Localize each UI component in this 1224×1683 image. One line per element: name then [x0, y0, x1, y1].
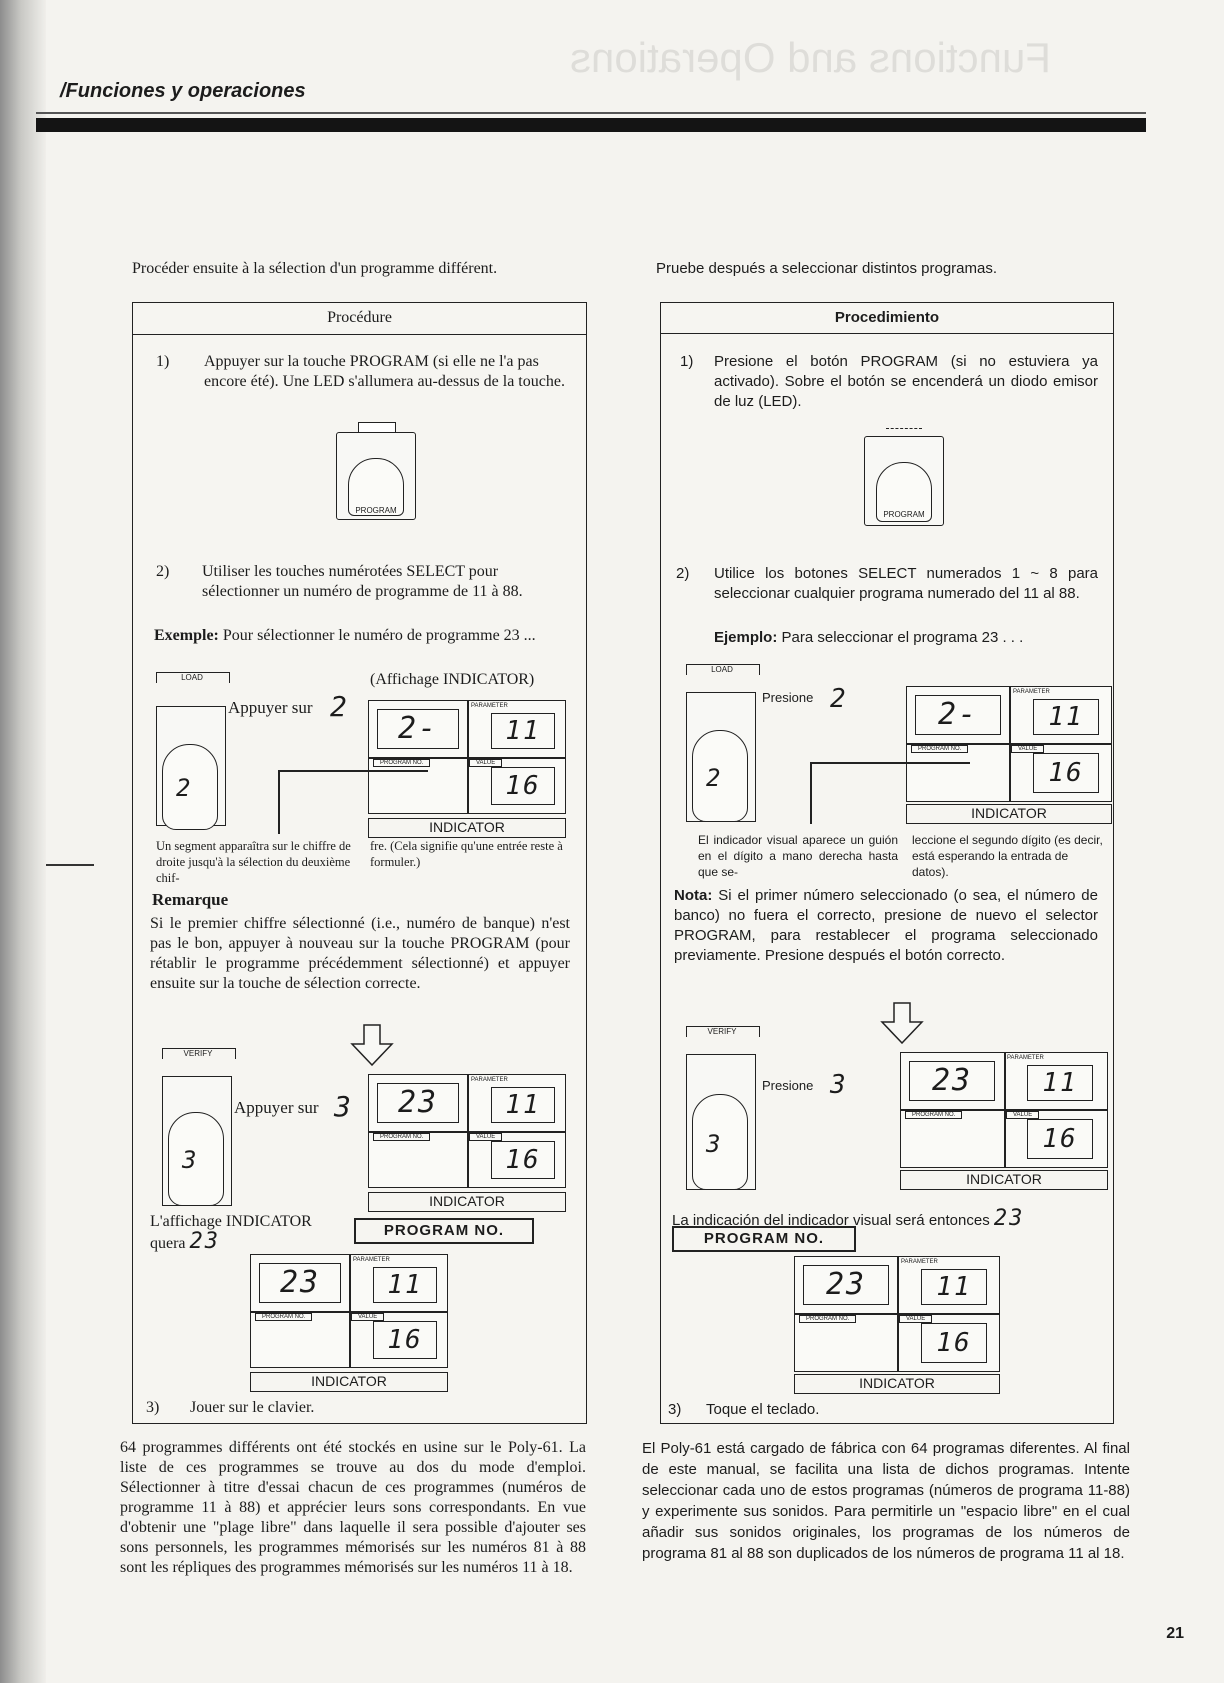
- fr-remark: Si le premier chiffre sélectionné (i.e., numéro de banque) n'est pas le bon, appuyer à nouveau sur la touche PROGRAM (pour rétablir le programme précédemment sélectionné) et appuyer ensuite sur la touche de sélection correcte.: [150, 915, 570, 992]
- value-display: 16: [1033, 753, 1099, 793]
- fr-intro: Procéder ensuite à la sélection d'un programme différent.: [132, 260, 498, 277]
- connector-line: [278, 770, 428, 772]
- parameter-display: 11: [491, 1087, 555, 1123]
- es-nota-text: Si el primer número seleccionado (o sea, el número de banco) no fuera el correcto, presione de nuevo el selector PROGRAM, para restablecer el programa seleccionado previamente. Presione después el botón correcto.: [674, 887, 1098, 964]
- value-label: VALUE: [1011, 745, 1044, 753]
- parameter-display: 11: [921, 1269, 987, 1305]
- es-indicator-panel-1: [906, 686, 1112, 802]
- header-rule-thin: [36, 112, 1146, 114]
- fr-step1: Appuyer sur la touche PROGRAM (si elle ne l'a pas encore été). Une LED s'allumera au-dessus de la touche.: [204, 353, 565, 390]
- connector-line: [810, 762, 970, 764]
- fr-indicator-panel-3: [250, 1254, 448, 1368]
- header-rule: [36, 118, 1146, 132]
- es-key-number-2: 2: [706, 764, 723, 792]
- fr-indicator-bar-2: INDICATOR: [368, 1192, 566, 1212]
- fr-example: [154, 626, 574, 646]
- es-verify-key-label: VERIFY: [707, 1027, 737, 1036]
- parameter-label: PARAMETER: [1007, 1055, 1044, 1061]
- es-indicator-bar-1: INDICATOR: [906, 804, 1112, 824]
- es-segment-note-right: leccione el segundo dígito (es decir, está esperando la entrada de datos).: [912, 833, 1103, 879]
- es-box-title: Procedimiento: [661, 303, 1113, 334]
- fr-indicator-panel-2: [368, 1074, 566, 1188]
- program-no-small-label: PROGRAM NO.: [373, 759, 430, 767]
- es-example-text: Para seleccionar el programa 23 . . .: [781, 629, 1024, 646]
- es-load-key: [686, 664, 758, 824]
- fr-result-text: L'affichage INDICATOR quera: [150, 1213, 312, 1252]
- down-arrow-icon: [350, 1024, 394, 1066]
- es-result-digits: 23: [993, 1206, 1025, 1231]
- fr-verify-key: [162, 1048, 234, 1208]
- value-display: 16: [491, 1141, 555, 1179]
- fr-outro: 64 programmes différents ont été stockés en usine sur le Poly-61. La liste de ces programmes se trouve au dos du mode d'emploi. Sélectionner à titre d'essai chacun de ces programmes (numéros de programme 11 à 88) et apprécier leurs sons correspondants. En vue d'obtenir une "plage libre" dans laquelle il sera possible d'ajouter ses sons personnels, les programmes mémorisés sur les numéros 81 à 88 sont les répliques des programmes mémorisés sur les numéros 11 à 18.: [120, 1439, 586, 1576]
- value-label: VALUE: [351, 1313, 384, 1321]
- es-segment-note-left: El indicador visual aparece un guión en el dígito a mano derecha hasta que se-: [698, 833, 898, 879]
- fr-key-number-3: 3: [182, 1146, 199, 1174]
- es-step3-num: 3): [668, 1401, 682, 1418]
- es-indicator-bar-2: INDICATOR: [900, 1170, 1108, 1190]
- es-step1: Presione el botón PROGRAM (si no estuviera ya activado). Sobre el botón se encenderá un diodo emisor de luz (LED).: [714, 353, 1098, 410]
- es-press-2-label: Presione: [762, 690, 814, 705]
- program-no-small-label: PROGRAM NO.: [911, 745, 968, 753]
- program-no-small-label: PROGRAM NO.: [373, 1133, 430, 1141]
- value-display: 16: [921, 1323, 987, 1363]
- value-display: 16: [373, 1321, 437, 1359]
- fr-remark-title: Remarque: [152, 890, 229, 909]
- es-step3: Toque el teclado.: [706, 1401, 820, 1418]
- es-step2-num: 2): [676, 565, 690, 582]
- fr-indicator-panel-1: [368, 700, 566, 814]
- fr-step1-num: 1): [156, 353, 170, 370]
- page-number: 21: [1166, 1625, 1184, 1642]
- es-key-number-3: 3: [706, 1130, 723, 1158]
- program-no-display: 23: [909, 1061, 995, 1101]
- fr-result: [150, 1212, 350, 1254]
- es-program-no-box: PROGRAM NO.: [672, 1226, 856, 1252]
- parameter-label: PARAMETER: [471, 703, 508, 709]
- fr-press-3-label: Appuyer sur: [234, 1098, 319, 1117]
- fr-program-key-label: PROGRAM: [355, 506, 397, 515]
- es-step1-num: 1): [680, 353, 694, 370]
- parameter-display: 11: [491, 713, 555, 749]
- es-press-3-label: Presione: [762, 1078, 814, 1093]
- parameter-label: PARAMETER: [353, 1257, 390, 1263]
- value-label: VALUE: [469, 1133, 502, 1141]
- parameter-display: 11: [1027, 1065, 1093, 1101]
- es-load-key-label: LOAD: [711, 665, 733, 674]
- parameter-display: 11: [1033, 699, 1099, 735]
- es-example: [714, 628, 1098, 648]
- section-title: /Funciones y operaciones: [60, 80, 306, 102]
- fr-press-2-digit: 2: [330, 690, 349, 723]
- fr-step3-num: 3): [146, 1399, 160, 1416]
- program-no-display: 2-: [915, 695, 1001, 735]
- connector-line: [810, 762, 812, 824]
- es-indicator-panel-3: [794, 1256, 1000, 1372]
- fr-press-3-digit: 3: [334, 1090, 353, 1123]
- es-outro: El Poly-61 está cargado de fábrica con 64 programas diferentes. Al final de este manual, se facilita una lista de dichos programas. Intente seleccionar cada uno de estos programas (números de programa 11-88) y experimente sus sonidos. Para permitirle un "espacio libre" en el cual añadir sus sonidos originales, los programas de los números de programa 81 al 88 son duplicados de los números de programa 11 al 18.: [642, 1440, 1130, 1562]
- parameter-label: PARAMETER: [901, 1259, 938, 1265]
- es-step2: Utilice los botones SELECT numerados 1 ~ 8 para seleccionar cualquier programa numerado del 11 al 88.: [714, 565, 1098, 602]
- fr-step3: Jouer sur le clavier.: [190, 1399, 315, 1416]
- fr-result-digits: 23: [189, 1229, 221, 1254]
- fr-load-key: [156, 672, 228, 828]
- value-display: 16: [1027, 1119, 1093, 1159]
- es-example-label: Ejemplo:: [714, 629, 778, 646]
- es-nota-label: Nota:: [674, 887, 713, 904]
- es-intro: Pruebe después a seleccionar distintos programas.: [656, 260, 998, 277]
- es-indicator-panel-2: [900, 1052, 1108, 1168]
- program-no-display: 2-: [377, 709, 459, 749]
- es-program-key: [864, 428, 946, 528]
- value-display: 16: [491, 767, 555, 805]
- es-verify-key: [686, 1026, 758, 1192]
- fr-indicator-bar-1: INDICATOR: [368, 818, 566, 838]
- fr-step2-num: 2): [156, 563, 170, 580]
- connector-line: [278, 770, 280, 834]
- fr-segment-note-right: fre. (Cela signifie qu'une entrée reste à formuler.): [370, 839, 563, 869]
- fr-step2: Utiliser les touches numérotées SELECT pour sélectionner un numéro de programme de 11 à 88.: [202, 563, 523, 600]
- bleed-through-title: Functions and Operations: [570, 34, 1051, 81]
- value-label: VALUE: [899, 1315, 932, 1323]
- fr-example-label: Exemple:: [154, 627, 219, 644]
- es-nota: [674, 886, 1098, 966]
- program-no-small-label: PROGRAM NO.: [905, 1111, 962, 1119]
- program-no-display: 23: [803, 1265, 889, 1305]
- fr-program-no-box: PROGRAM NO.: [354, 1218, 534, 1244]
- es-press-2-digit: 2: [830, 684, 848, 714]
- fr-indicator-bar-3: INDICATOR: [250, 1372, 448, 1392]
- es-program-key-label: PROGRAM: [883, 510, 925, 519]
- down-arrow-icon: [880, 1002, 924, 1044]
- parameter-label: PARAMETER: [1013, 689, 1050, 695]
- fr-key-number-2: 2: [176, 774, 193, 802]
- program-no-small-label: PROGRAM NO.: [255, 1313, 312, 1321]
- parameter-label: PARAMETER: [471, 1077, 508, 1083]
- fr-press-2-label: Appuyer sur: [228, 698, 313, 717]
- book-spine-shadow: [0, 0, 46, 1683]
- value-label: VALUE: [469, 759, 502, 767]
- program-no-display: 23: [259, 1263, 341, 1303]
- parameter-display: 11: [373, 1267, 437, 1303]
- fr-example-text: Pour sélectionner le numéro de programme 23 ...: [222, 627, 536, 644]
- fr-verify-key-label: VERIFY: [183, 1049, 213, 1058]
- es-press-3-digit: 3: [830, 1070, 848, 1100]
- value-label: VALUE: [1006, 1111, 1039, 1119]
- fr-load-key-label: LOAD: [181, 673, 203, 682]
- es-indicator-bar-3: INDICATOR: [794, 1374, 1000, 1394]
- es-result-text: La indicación del indicador visual será entonces: [672, 1212, 990, 1229]
- program-no-small-label: PROGRAM NO.: [799, 1315, 856, 1323]
- margin-rule: [46, 864, 94, 866]
- fr-box-title: Procédure: [133, 303, 586, 335]
- fr-segment-note-left: Un segment apparaîtra sur le chiffre de droite jusqu'à la sélection du deuxième chif-: [156, 839, 351, 885]
- program-no-display: 23: [377, 1083, 459, 1123]
- fr-program-key: [336, 422, 418, 522]
- fr-affichage: (Affichage INDICATOR): [370, 671, 535, 688]
